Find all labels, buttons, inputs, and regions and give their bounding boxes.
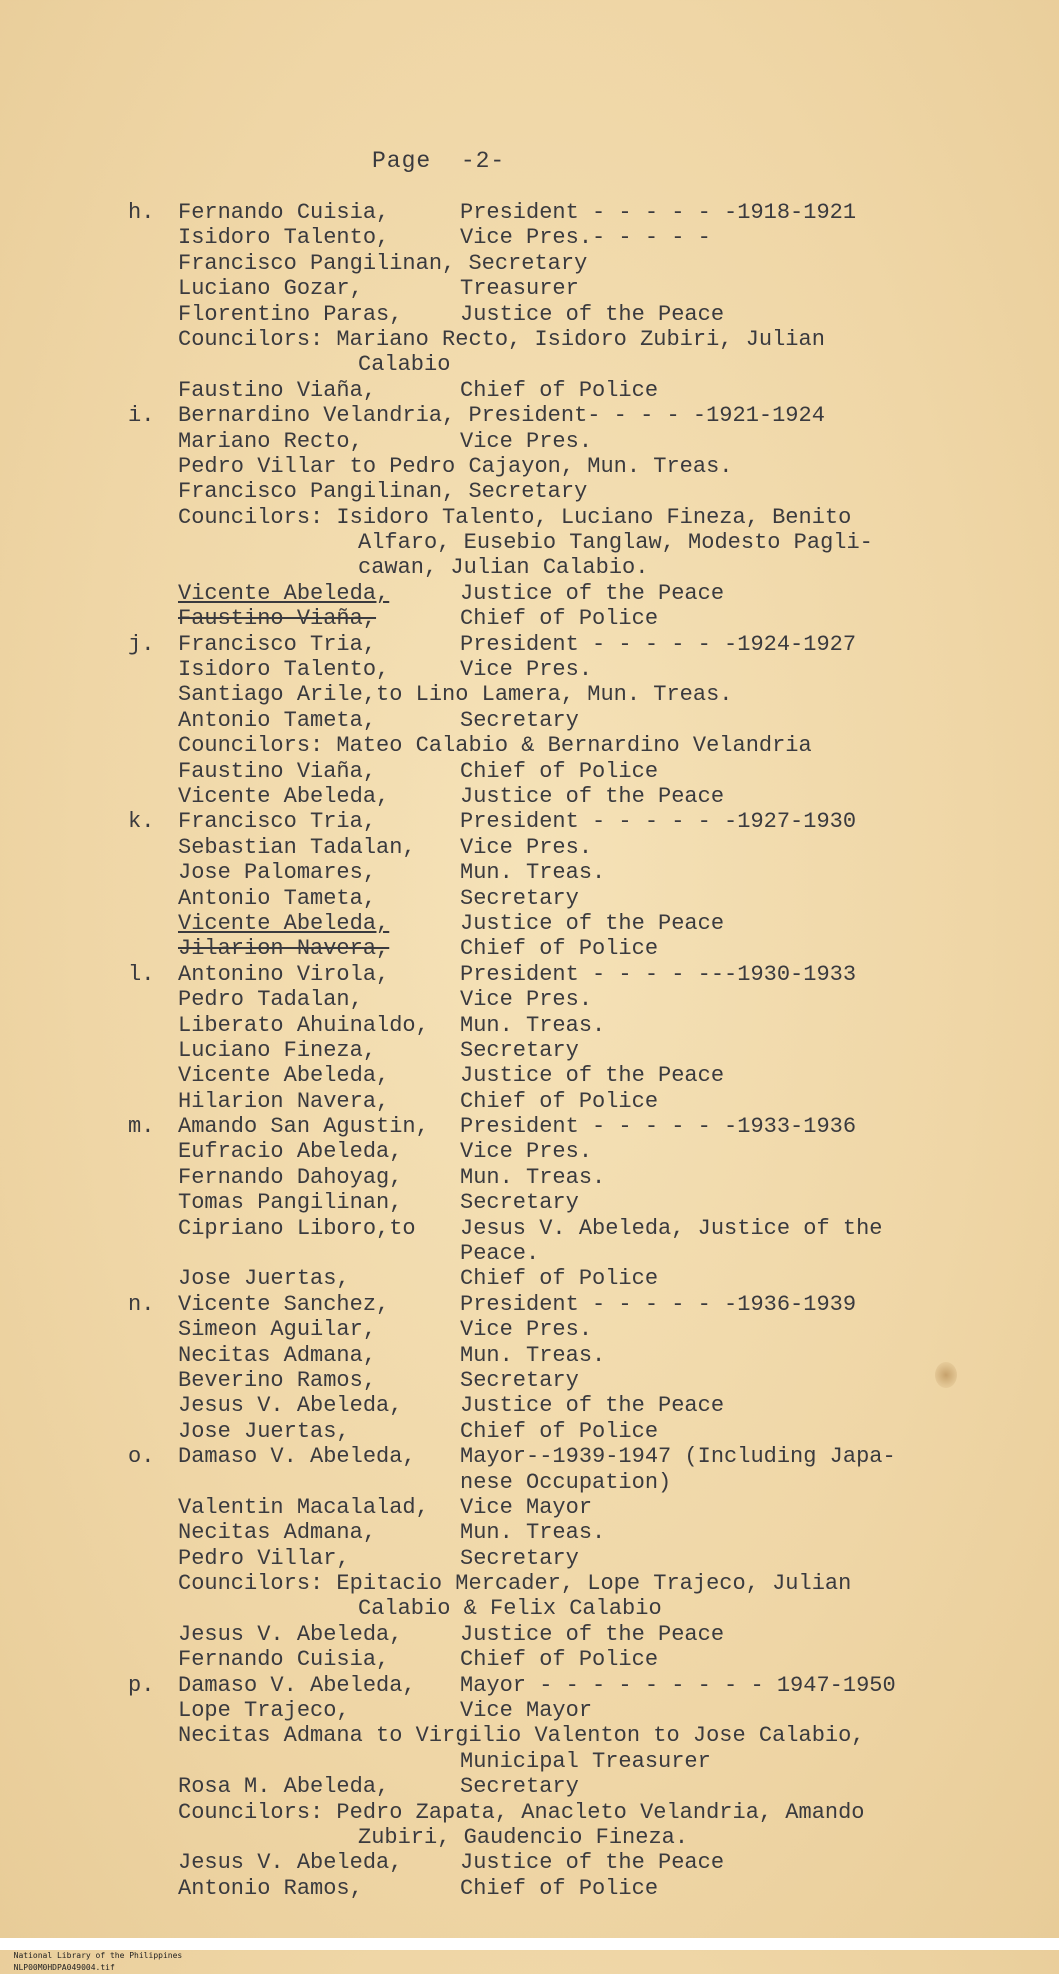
record-name: Amando San Agustin, — [178, 1114, 429, 1140]
record-line — [128, 327, 1048, 352]
record-role: Justice of the Peace — [460, 783, 725, 809]
record-line — [128, 251, 1048, 276]
record-name: Vicente Abeleda, — [178, 783, 390, 809]
record-line — [128, 1343, 1048, 1368]
record-role: Alfaro, Eusebio Tanglaw, Modesto Pagli- — [358, 530, 873, 556]
record-name: Councilors: Mariano Recto, Isidoro Zubiri, Julian — [178, 326, 825, 352]
record-line — [128, 708, 1048, 733]
record-line — [128, 1368, 1048, 1393]
record-role: Justice of the Peace — [460, 1621, 725, 1647]
record-line — [128, 1114, 1048, 1139]
record-name: Isidoro Talento, — [178, 657, 390, 683]
record-name: Florentino Paras, — [178, 301, 403, 327]
record-name: Councilors: Mateo Calabio & Bernardino Velandria — [178, 733, 812, 759]
record-line — [128, 1673, 1048, 1698]
record-role: Justice of the Peace — [460, 301, 725, 327]
record-name: Jose Juertas, — [178, 1418, 350, 1444]
record-name: Jilarion Navera, — [178, 936, 390, 962]
record-name: Vicente Abeleda, — [178, 1063, 390, 1089]
record-role: Mun. Treas. — [460, 1520, 606, 1546]
record-line — [128, 835, 1048, 860]
record-name: Damaso V. Abeleda, — [178, 1444, 416, 1470]
record-line — [128, 1292, 1048, 1317]
record-name: Lope Trajeco, — [178, 1698, 350, 1724]
record-line — [128, 1571, 1048, 1596]
record-line — [128, 1876, 1048, 1901]
record-line — [128, 403, 1048, 428]
page-title: Page -2- — [372, 148, 506, 174]
record-role: Secretary — [460, 707, 579, 733]
record-name: Necitas Admana, — [178, 1342, 377, 1368]
record-name: Vicente Abeleda, — [178, 580, 390, 606]
record-role: Mun. Treas. — [460, 1164, 606, 1190]
record-role: Chief of Police — [460, 1875, 659, 1901]
record-name: Necitas Admana to Virgilio Valenton to Jose Calabio, — [178, 1723, 865, 1749]
record-name: Pedro Tadalan, — [178, 987, 363, 1013]
record-line — [128, 1495, 1048, 1520]
record-role: President - - - - - -1924-1927 — [460, 631, 857, 657]
record-name: Liberato Ahuinaldo, — [178, 1012, 429, 1038]
record-line — [128, 1546, 1048, 1571]
record-line — [128, 987, 1048, 1012]
record-line — [128, 1139, 1048, 1164]
document-body — [128, 200, 1048, 1901]
record-name: Faustino Viaña, — [178, 606, 377, 632]
record-role: nese Occupation) — [460, 1469, 672, 1495]
record-line — [128, 1723, 1048, 1748]
record-name: Francisco Tria, — [178, 631, 377, 657]
record-name: Antonino Virola, — [178, 961, 390, 987]
record-name: Fernando Cuisia, — [178, 1647, 390, 1673]
section-marker: k. — [128, 809, 155, 835]
record-name: Hilarion Navera, — [178, 1088, 390, 1114]
section-marker: n. — [128, 1291, 155, 1317]
record-line — [128, 1647, 1048, 1672]
record-name: Councilors: Epitacio Mercader, Lope Trajeco, Julian — [178, 1571, 852, 1597]
record-name: Francisco Tria, — [178, 809, 377, 835]
record-name: Councilors: Pedro Zapata, Anacleto Velandria, Amando — [178, 1799, 865, 1825]
record-line — [128, 1774, 1048, 1799]
record-line — [128, 632, 1048, 657]
record-role: President - - - - - -1933-1936 — [460, 1114, 857, 1140]
record-role: Jesus V. Abeleda, Justice of the — [460, 1215, 883, 1241]
record-role: Chief of Police — [460, 936, 659, 962]
record-name: Eufracio Abeleda, — [178, 1139, 403, 1165]
record-role: President - - - - - -1927-1930 — [460, 809, 857, 835]
record-role: Vice Pres. — [460, 428, 593, 454]
record-name: Luciano Fineza, — [178, 1037, 377, 1063]
record-role: Calabio & Felix Calabio — [358, 1596, 662, 1622]
paper-stain — [935, 1362, 957, 1388]
record-name: Damaso V. Abeleda, — [178, 1672, 416, 1698]
record-line — [128, 1470, 1048, 1495]
record-name: Cipriano Liboro,to — [178, 1215, 416, 1241]
record-line — [128, 1165, 1048, 1190]
record-name: Faustino Viaña, — [178, 377, 377, 403]
record-name: Fernando Cuisia, — [178, 200, 390, 225]
record-line — [128, 784, 1048, 809]
record-role: Secretary — [460, 1190, 579, 1216]
section-marker: h. — [128, 200, 155, 225]
record-line — [128, 1825, 1048, 1850]
record-name: Isidoro Talento, — [178, 225, 390, 251]
record-role: Mun. Treas. — [460, 1342, 606, 1368]
record-name: Jose Juertas, — [178, 1266, 350, 1292]
record-role: Chief of Police — [460, 1647, 659, 1673]
record-role: Vice Mayor — [460, 1698, 593, 1724]
footer-library: National Library of the Philippines — [13, 1951, 183, 1960]
record-name: Councilors: Isidoro Talento, Luciano Fineza, Benito — [178, 504, 852, 530]
record-line — [128, 479, 1048, 504]
record-line — [128, 962, 1048, 987]
record-role: Justice of the Peace — [460, 1393, 725, 1419]
section-marker: m. — [128, 1114, 155, 1140]
record-role: Mayor - - - - - - - - - 1947-1950 — [460, 1672, 896, 1698]
record-role: Calabio — [358, 352, 451, 378]
record-role: Justice of the Peace — [460, 910, 725, 936]
record-line — [128, 911, 1048, 936]
record-role: Vice Pres. — [460, 1317, 593, 1343]
record-role: Mun. Treas. — [460, 860, 606, 886]
record-line — [128, 682, 1048, 707]
record-line — [128, 606, 1048, 631]
record-name: Luciano Gozar, — [178, 276, 363, 302]
record-name: Simeon Aguilar, — [178, 1317, 377, 1343]
record-line — [128, 1266, 1048, 1291]
record-role: Zubiri, Gaudencio Fineza. — [358, 1825, 689, 1850]
record-name: Beverino Ramos, — [178, 1367, 377, 1393]
record-role: Mayor--1939-1947 (Including Japa- — [460, 1444, 896, 1470]
record-line — [128, 302, 1048, 327]
record-line — [128, 200, 1048, 225]
record-role: Secretary — [460, 1367, 579, 1393]
record-line — [128, 505, 1048, 530]
record-line — [128, 1749, 1048, 1774]
section-marker: l. — [128, 961, 155, 987]
record-role: Secretary — [460, 1545, 579, 1571]
record-role: Secretary — [460, 1774, 579, 1800]
record-name: Jose Palomares, — [178, 860, 377, 886]
record-role: President - - - - - -1936-1939 — [460, 1291, 857, 1317]
record-line — [128, 860, 1048, 885]
section-marker: j. — [128, 631, 155, 657]
record-name: Mariano Recto, — [178, 428, 363, 454]
record-role: President - - - - - -1918-1921 — [460, 200, 857, 225]
record-name: Tomas Pangilinan, — [178, 1190, 403, 1216]
record-line — [128, 1063, 1048, 1088]
record-line — [128, 809, 1048, 834]
record-line — [128, 1698, 1048, 1723]
scan-footer — [0, 1938, 1059, 1972]
record-line — [128, 1419, 1048, 1444]
record-name: Faustino Viaña, — [178, 758, 377, 784]
record-role: Chief of Police — [460, 1088, 659, 1114]
record-line — [128, 1190, 1048, 1215]
record-name: Jesus V. Abeleda, — [178, 1850, 403, 1876]
record-role: Secretary — [460, 885, 579, 911]
record-line — [128, 1800, 1048, 1825]
record-role: Peace. — [460, 1241, 540, 1267]
record-line — [128, 1089, 1048, 1114]
record-role: Vice Pres.- - - - - — [460, 225, 711, 251]
record-role: Municipal Treasurer — [460, 1748, 711, 1774]
record-line — [128, 733, 1048, 758]
record-line — [128, 936, 1048, 961]
record-role: Chief of Police — [460, 1418, 659, 1444]
record-line — [128, 454, 1048, 479]
record-name: Fernando Dahoyag, — [178, 1164, 403, 1190]
record-line — [128, 530, 1048, 555]
record-role: Vice Mayor — [460, 1494, 593, 1520]
record-name: Pedro Villar to Pedro Cajayon, Mun. Treas. — [178, 453, 733, 479]
footer-file-id: NLP00M0HDPA049004.tif — [13, 1963, 115, 1972]
record-line — [128, 378, 1048, 403]
record-role: cawan, Julian Calabio. — [358, 555, 649, 581]
section-marker: i. — [128, 403, 155, 429]
record-line — [128, 555, 1048, 580]
record-name: Antonio Tameta, — [178, 707, 377, 733]
record-name: Jesus V. Abeleda, — [178, 1393, 403, 1419]
record-role: Vice Pres. — [460, 657, 593, 683]
record-role: Secretary — [460, 1037, 579, 1063]
record-line — [128, 429, 1048, 454]
record-role: Vice Pres. — [460, 1139, 593, 1165]
record-line — [128, 581, 1048, 606]
section-marker: p. — [128, 1672, 155, 1698]
record-name: Rosa M. Abeleda, — [178, 1774, 390, 1800]
record-line — [128, 1622, 1048, 1647]
record-line — [128, 1013, 1048, 1038]
record-line — [128, 1317, 1048, 1342]
record-role: Vice Pres. — [460, 834, 593, 860]
record-line — [128, 1520, 1048, 1545]
record-name: Antonio Tameta, — [178, 885, 377, 911]
record-line — [128, 759, 1048, 784]
record-name: Vicente Abeleda, — [178, 910, 390, 936]
record-role: Mun. Treas. — [460, 1012, 606, 1038]
record-name: Necitas Admana, — [178, 1520, 377, 1546]
record-role: Justice of the Peace — [460, 580, 725, 606]
record-name: Pedro Villar, — [178, 1545, 350, 1571]
record-name: Francisco Pangilinan, Secretary — [178, 250, 588, 276]
section-marker: o. — [128, 1444, 155, 1470]
record-role: Justice of the Peace — [460, 1850, 725, 1876]
record-name: Bernardino Velandria, President- - - - -1921-1924 — [178, 403, 825, 429]
record-name: Valentin Macalalad, — [178, 1494, 429, 1520]
record-line — [128, 1393, 1048, 1418]
record-name: Santiago Arile,to Lino Lamera, Mun. Treas. — [178, 682, 733, 708]
record-name: Francisco Pangilinan, Secretary — [178, 479, 588, 505]
record-line — [128, 886, 1048, 911]
record-line — [128, 225, 1048, 250]
record-role: Chief of Police — [460, 758, 659, 784]
record-line — [128, 1850, 1048, 1875]
record-name: Sebastian Tadalan, — [178, 834, 416, 860]
record-role: Chief of Police — [460, 1266, 659, 1292]
record-role: Chief of Police — [460, 377, 659, 403]
record-role: President - - - - ---1930-1933 — [460, 961, 857, 987]
record-name: Antonio Ramos, — [178, 1875, 363, 1901]
record-name: Vicente Sanchez, — [178, 1291, 390, 1317]
record-role: Justice of the Peace — [460, 1063, 725, 1089]
record-role: Treasurer — [460, 276, 579, 302]
record-line — [128, 352, 1048, 377]
record-role: Chief of Police — [460, 606, 659, 632]
record-line — [128, 1216, 1048, 1241]
record-role: Vice Pres. — [460, 987, 593, 1013]
record-line — [128, 276, 1048, 301]
record-line — [128, 1241, 1048, 1266]
record-line — [128, 1596, 1048, 1621]
record-line — [128, 1444, 1048, 1469]
record-line — [128, 1038, 1048, 1063]
record-name: Jesus V. Abeleda, — [178, 1621, 403, 1647]
record-line — [128, 657, 1048, 682]
